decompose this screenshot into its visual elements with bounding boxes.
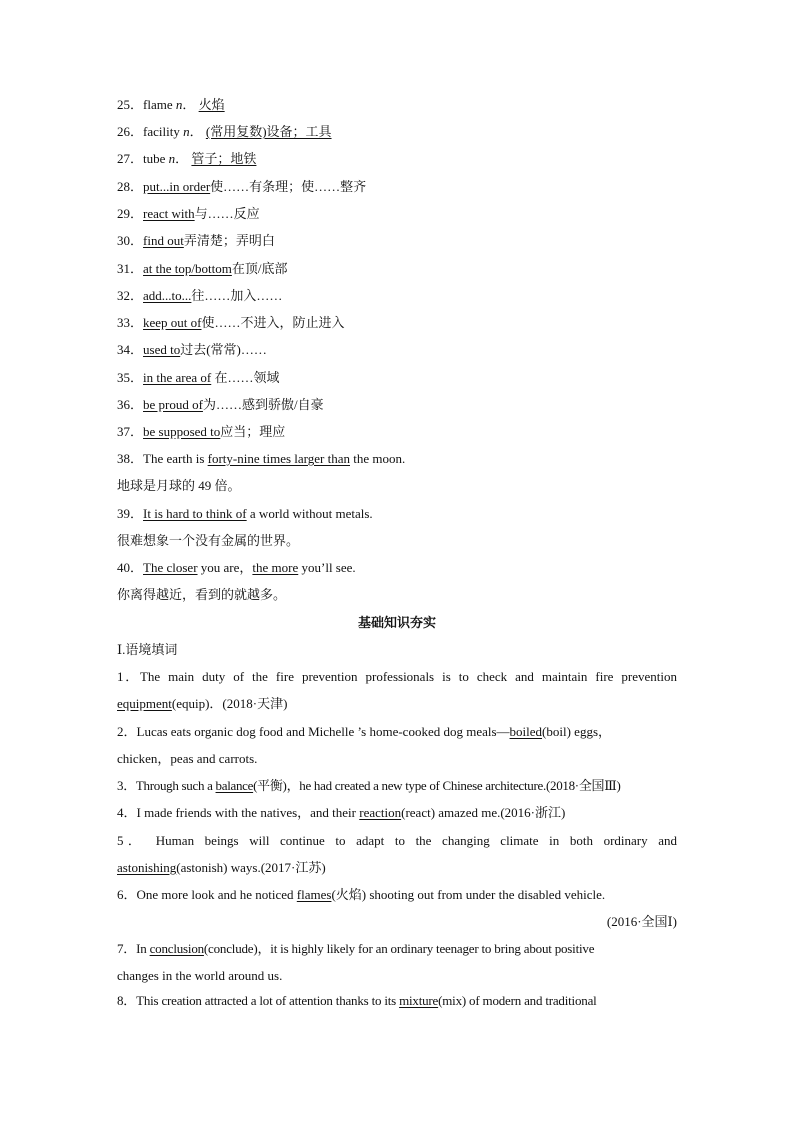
part-of-speech: n <box>175 97 183 112</box>
phrase-meaning: 在……领域 <box>211 370 280 385</box>
exercise-6 <box>117 886 677 904</box>
item-number: 29． <box>117 206 144 221</box>
phrase-meaning: 弄清楚；弄明白 <box>183 233 275 248</box>
item-number: 38． <box>117 451 144 466</box>
exercise-text: 2．Lucas eats organic dog food and Michelle ’s home-cooked dog meals— <box>117 724 510 739</box>
phrase-item-30 <box>117 232 677 250</box>
phrase-item-34 <box>117 341 677 359</box>
phrase-item-29 <box>117 205 677 223</box>
sentence-translation-39: 很难想象一个没有金属的世界。 <box>117 533 300 548</box>
exercise-text: (conclude)，it is highly likely for an ordinary teenager to bring about positive <box>203 941 595 956</box>
answer: astonishing <box>117 860 177 875</box>
exercise-text: 3．Through such a <box>117 778 216 793</box>
exercise-text: (equip)．(2018·天津) <box>171 696 288 711</box>
part-of-speech: n <box>168 151 176 166</box>
exercise-6-source: (2016·全国Ⅰ) <box>606 914 677 929</box>
vocab-item-27 <box>117 150 677 168</box>
english-word: flame <box>143 97 176 112</box>
exercise-2-line-2: chicken，peas and carrots. <box>117 751 258 766</box>
exercise-1-line-2 <box>117 695 677 713</box>
phrase: in the area of <box>143 370 212 385</box>
phrase: find out <box>143 233 184 248</box>
phrase: be proud of <box>143 397 203 412</box>
answer: flames <box>296 887 332 902</box>
item-number: 27． <box>117 151 144 166</box>
phrase-meaning: 应当；理应 <box>220 424 286 439</box>
exercise-text: (astonish) ways.(2017·江苏) <box>176 860 326 875</box>
sentence-item-38 <box>117 450 677 468</box>
english-word: facility <box>143 124 184 139</box>
sentence-translation-38: 地球是月球的 49 倍。 <box>117 478 241 493</box>
item-number: 30． <box>117 233 144 248</box>
item-number: 37． <box>117 424 144 439</box>
item-number: 39． <box>117 506 144 521</box>
exercise-7-line-1 <box>117 940 677 958</box>
exercise-text: (boil) eggs， <box>542 724 612 739</box>
vocab-item-26 <box>117 123 677 141</box>
exercise-text: (react) amazed me.(2016·浙江) <box>401 805 566 820</box>
item-number: 35． <box>117 370 144 385</box>
item-number: 34． <box>117 342 144 357</box>
exercise-3 <box>117 777 677 795</box>
exercise-text: (mix) of modern and traditional <box>438 993 597 1008</box>
separator: ． <box>189 124 203 139</box>
item-number: 28． <box>117 179 144 194</box>
phrase-meaning: 使……有条理；使……整齐 <box>210 179 367 194</box>
exercise-text: 6．One more look and he noticed <box>117 887 297 902</box>
section-title: 基础知识夯实 <box>357 615 436 630</box>
phrase-item-33 <box>117 314 677 332</box>
sentence-item-40 <box>117 559 677 577</box>
item-number: 31． <box>117 261 144 276</box>
separator: ． <box>175 151 189 166</box>
item-number: 33． <box>117 315 144 330</box>
phrase-item-36 <box>117 396 677 414</box>
chinese-meaning: (常用复数)设备；工具 <box>205 124 332 139</box>
exercise-7-line-2: changes in the world around us. <box>117 968 283 983</box>
sentence-text: you are， <box>197 560 253 575</box>
answer: mixture <box>399 993 439 1008</box>
sentence-text: you’ll see. <box>298 560 356 575</box>
phrase-meaning: 在顶/底部 <box>231 261 288 276</box>
phrase-item-37 <box>117 423 677 441</box>
sentence-item-39 <box>117 505 677 523</box>
exercise-text: 7．In <box>117 941 150 956</box>
chinese-meaning: 管子；地铁 <box>191 151 257 166</box>
phrase: keep out of <box>143 315 202 330</box>
answer: reaction <box>359 805 402 820</box>
exercise-5-line-1: 5． Human beings will continue to adapt to the changing climate in both ordinary and <box>117 833 677 848</box>
answer: equipment <box>117 696 172 711</box>
separator: ． <box>182 97 196 112</box>
key-phrase: the more <box>252 560 299 575</box>
phrase: put...in order <box>143 179 211 194</box>
sentence-translation-40: 你离得越近，看到的就越多。 <box>117 587 287 602</box>
exercise-8-line-1 <box>117 992 677 1010</box>
phrase: add...to... <box>143 288 192 303</box>
exercise-text: 4．I made friends with the natives，and their <box>117 805 360 820</box>
exercise-2-line-1 <box>117 723 677 741</box>
phrase: react with <box>143 206 195 221</box>
phrase-meaning: 与……反应 <box>194 206 260 221</box>
item-number: 32． <box>117 288 144 303</box>
english-word: tube <box>143 151 169 166</box>
key-phrase: forty-nine times larger than <box>207 451 350 466</box>
phrase-item-28 <box>117 178 677 196</box>
key-phrase: It is hard to think of <box>143 506 247 521</box>
exercise-1-line-1: 1．The main duty of the fire prevention professionals is to check and maintain fire prevention <box>117 669 677 684</box>
exercise-text: 8．This creation attracted a lot of attention thanks to its <box>117 993 400 1008</box>
exercise-text: (火焰) shooting out from under the disabled vehicle. <box>331 887 606 902</box>
phrase-item-31 <box>117 260 677 278</box>
part-title: Ⅰ.语境填词 <box>117 642 178 657</box>
phrase-meaning: 过去(常常)…… <box>180 342 267 357</box>
chinese-meaning: 火焰 <box>198 97 225 112</box>
item-number: 36． <box>117 397 144 412</box>
answer: boiled <box>509 724 543 739</box>
phrase-item-32 <box>117 287 677 305</box>
exercise-text: (平衡)，he had created a new type of Chinese architecture.(2018·全国Ⅲ) <box>253 778 621 793</box>
sentence-text: The earth is <box>143 451 208 466</box>
key-phrase: The closer <box>143 560 198 575</box>
exercise-5-line-2 <box>117 859 677 877</box>
vocab-item-25 <box>117 96 677 114</box>
sentence-text: the moon. <box>350 451 406 466</box>
answer: balance <box>215 778 254 793</box>
phrase: used to <box>143 342 181 357</box>
item-number: 25． <box>117 97 144 112</box>
phrase-item-35 <box>117 369 677 387</box>
answer: conclusion <box>149 941 204 956</box>
phrase: at the top/bottom <box>143 261 232 276</box>
phrase-meaning: 使……不进入，防止进入 <box>201 315 345 330</box>
phrase-meaning: 往……加入…… <box>191 288 283 303</box>
part-of-speech: n <box>183 124 190 139</box>
item-number: 26． <box>117 124 144 139</box>
phrase: be supposed to <box>143 424 221 439</box>
sentence-text: a world without metals. <box>246 506 373 521</box>
exercise-4 <box>117 804 677 822</box>
phrase-meaning: 为……感到骄傲/自豪 <box>202 397 324 412</box>
item-number: 40． <box>117 560 144 575</box>
